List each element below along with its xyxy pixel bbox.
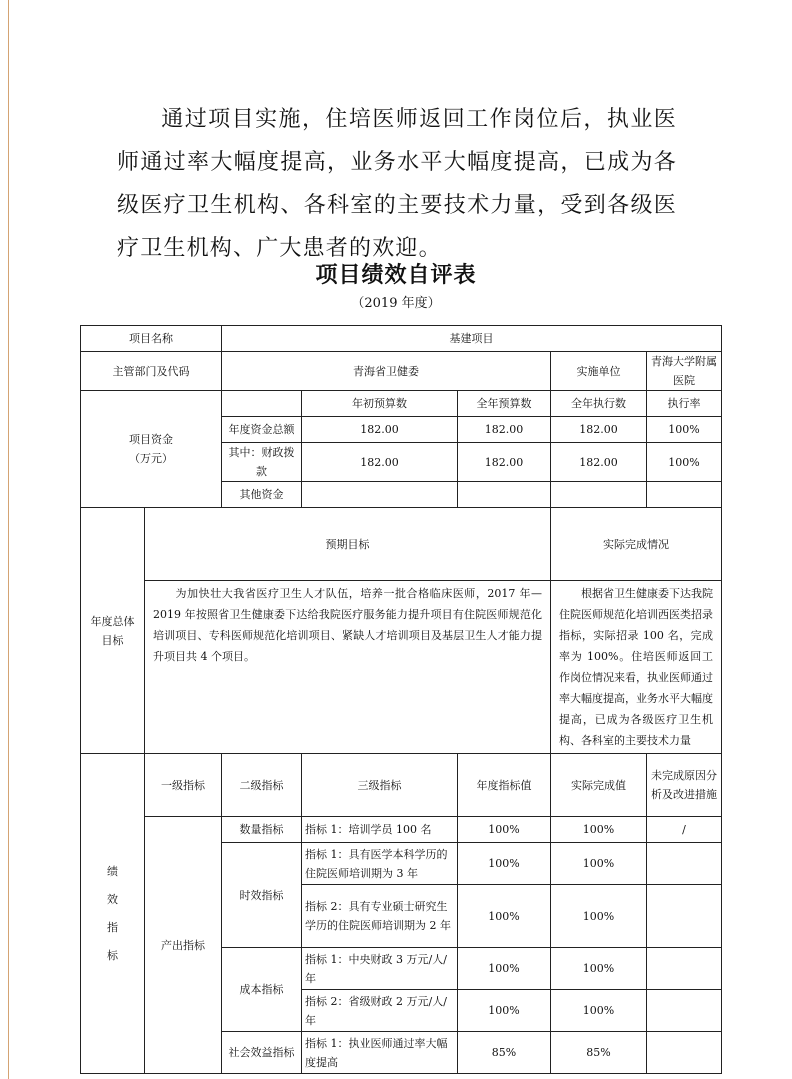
annual-target-header: 年度指标值 [458, 754, 551, 817]
impl-unit-label: 实施单位 [551, 352, 647, 391]
table-row [81, 754, 722, 817]
actual-value: 100% [551, 817, 647, 843]
funds-cell [647, 482, 722, 508]
funds-header: 年初预算数 [302, 391, 458, 417]
cost-indicator-label: 成本指标 [222, 948, 302, 1032]
reason-header: 未完成原因分析及改进措施 [647, 754, 722, 817]
annual-value: 100% [458, 817, 551, 843]
funds-header-blank [222, 391, 302, 417]
actual-completion-text [551, 581, 722, 754]
funds-cell: 182.00 [551, 443, 647, 482]
funds-label-cell [81, 391, 222, 508]
table-subtitle: （2019 年度） [351, 296, 441, 311]
indicator-text: 指标 1：中央财政 3 万元/人/年 [302, 948, 458, 990]
impl-unit-value: 青海大学附属医院 [647, 352, 722, 391]
actual-value-header: 实际完成值 [551, 754, 647, 817]
perf-label-cell [81, 754, 145, 1074]
funds-cell: 182.00 [458, 443, 551, 482]
indicator-text: 指标 1：具有医学本科学历的住院医师培训期为 3 年 [302, 843, 458, 885]
reason-value: / [647, 817, 722, 843]
annual-value: 100% [458, 948, 551, 990]
output-indicator-label: 产出指标 [145, 817, 222, 1074]
funds-header: 全年预算数 [458, 391, 551, 417]
funds-unit: （万元） [129, 452, 173, 465]
annual-value: 100% [458, 843, 551, 885]
funds-cell [302, 482, 458, 508]
page-border-line [8, 0, 9, 1079]
table-row [81, 352, 722, 391]
table-row [81, 326, 722, 352]
indicator-text: 指标 2：具有专业硕士研究生学历的住院医师培训期为 2 年 [302, 885, 458, 948]
indicator-text: 指标 1：培训学员 100 名 [302, 817, 458, 843]
indicator-text: 指标 2：省级财政 2 万元/人/年 [302, 990, 458, 1032]
perf-label-char: 标 [107, 948, 118, 962]
table-row [81, 391, 722, 417]
goal-label-line2: 目标 [101, 633, 124, 647]
reason-value [647, 885, 722, 948]
goal-label-cell [81, 508, 145, 754]
funds-cell: 100% [647, 417, 722, 443]
indicator-text: 指标 1：执业医师通过率大幅度提高 [302, 1032, 458, 1074]
dept-value: 青海省卫健委 [222, 352, 551, 391]
actual-value: 100% [551, 843, 647, 885]
reason-value [647, 990, 722, 1032]
actual-value: 100% [551, 990, 647, 1032]
actual-completion-body: 根据省卫生健康委下达我院住院医师规范化培训西医类招录指标，实际招录 100 名，完成率为 100%。住培医师返回工作岗位情况来看，执业医师通过率大幅度提高，业务水平大幅度提高，已成为各级医疗卫生机构、各科室的主要技术力量 [559, 587, 714, 747]
expected-goal-body: 为加快壮大我省医疗卫生人才队伍，培养一批合格临床医师，2017 年—2019 年按照省卫生健康委下达给我院医疗服务能力提升项目有住院医师规范化培训项目、专科医师规范化培训项目、紧缺人才培训项目及基层卫生人才能力提升项目共 4 个项目。 [153, 587, 542, 663]
project-name-label: 项目名称 [81, 326, 222, 352]
funds-row-label: 年度资金总额 [222, 417, 302, 443]
actual-completion-header: 实际完成情况 [551, 508, 722, 581]
table-row [81, 817, 722, 843]
perf-label-char: 指 [107, 920, 118, 934]
funds-cell [458, 482, 551, 508]
goal-label-line1: 年度总体 [90, 614, 135, 628]
reason-value [647, 843, 722, 885]
funds-cell: 182.00 [302, 443, 458, 482]
annual-value: 100% [458, 885, 551, 948]
actual-value: 85% [551, 1032, 647, 1074]
funds-cell: 100% [647, 443, 722, 482]
funds-cell: 182.00 [551, 417, 647, 443]
perf-label-char: 效 [107, 892, 118, 906]
dept-label: 主管部门及代码 [81, 352, 222, 391]
funds-cell: 182.00 [458, 417, 551, 443]
time-indicator-label: 时效指标 [222, 843, 302, 948]
table-title: 项目绩效自评表 [315, 263, 477, 288]
project-name-value: 基建项目 [222, 326, 722, 352]
funds-label: 项目资金 [129, 433, 173, 446]
funds-cell: 182.00 [302, 417, 458, 443]
level1-header: 一级指标 [145, 754, 222, 817]
social-indicator-label: 社会效益指标 [222, 1032, 302, 1074]
expected-goal-text [145, 581, 551, 754]
annual-value: 100% [458, 990, 551, 1032]
reason-value [647, 948, 722, 990]
level3-header: 三级指标 [302, 754, 458, 817]
expected-goal-header: 预期目标 [145, 508, 551, 581]
reason-value [647, 1032, 722, 1074]
level2-header: 二级指标 [222, 754, 302, 817]
intro-paragraph [117, 98, 677, 270]
funds-row-label: 其中：财政拨款 [222, 443, 302, 482]
perf-label-char: 绩 [107, 864, 118, 878]
funds-cell [551, 482, 647, 508]
table-row [81, 508, 722, 581]
intro-text: 通过项目实施，住培医师返回工作岗位后，执业医师通过率大幅度提高，业务水平大幅度提高，已成为各级医疗卫生机构、各科室的主要技术力量，受到各级医疗卫生机构、广大患者的欢迎。 [117, 107, 677, 261]
actual-value: 100% [551, 948, 647, 990]
funds-row-label: 其他资金 [222, 482, 302, 508]
funds-header: 全年执行数 [551, 391, 647, 417]
performance-table [80, 325, 722, 1074]
funds-header: 执行率 [647, 391, 722, 417]
quantity-indicator-label: 数量指标 [222, 817, 302, 843]
table-row [81, 581, 722, 754]
annual-value: 85% [458, 1032, 551, 1074]
actual-value: 100% [551, 885, 647, 948]
